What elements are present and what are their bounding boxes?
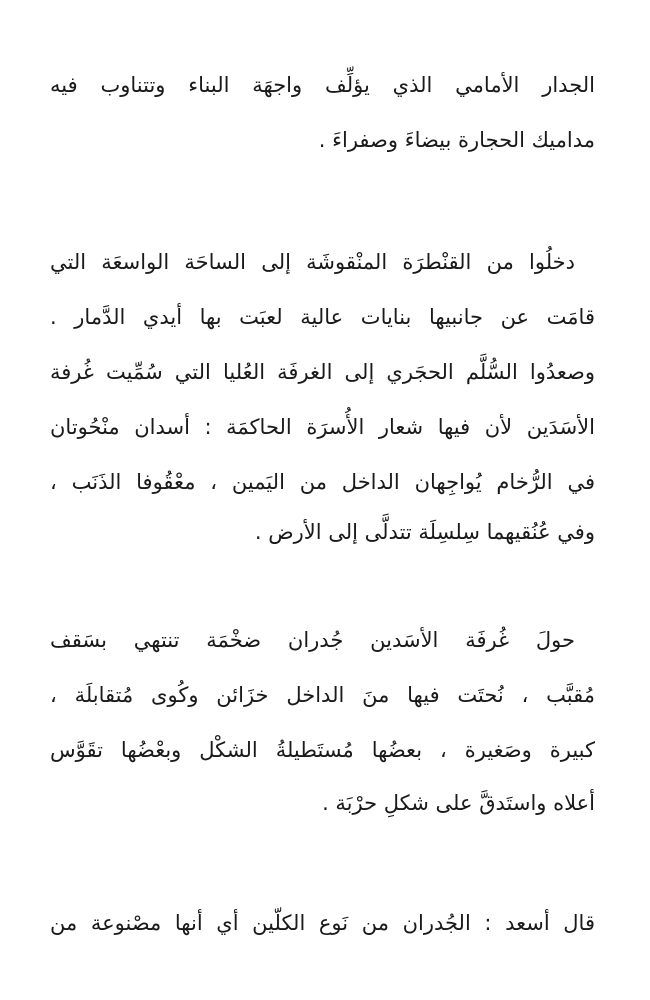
text-line: دخلُوا من القنْطرَة المنْقوشَة إلى الساحَة الواسعَة التي (50, 250, 575, 274)
text-line: وصعدُوا السُّلَّم الحجَري إلى الغرفَة العُليا التي سُمِّيت غُرفة (50, 360, 595, 384)
text-line: في الرُّخام يُواجِهان الداخل من اليَمين ، معْقُوفا الذَنَب ، (50, 470, 595, 494)
text-line: حولَ غُرفَة الأسَدين جُدران ضخْمَة تنتهي بسَقف (50, 628, 575, 652)
text-line: الأسَدَين لأن فيها شعار الأُسرَة الحاكمَة : أسدان منْحُوتان (50, 415, 595, 439)
text-line: وفي عُنُقيهما سِلسِلَة تتدلَّى إلى الأرض . (254, 520, 595, 544)
text-line: قال أسعد : الجُدران من نَوع الكلّين أي أنها مصْنوعة من (50, 911, 595, 935)
text-line: مداميك الحجارة بيضاءَ وصفراءَ . (318, 128, 595, 152)
text-line: مُقبَّب ، نُحتَت فيها منَ الداخل خزَائن وكُوى مُتقابلَة ، (50, 683, 595, 707)
text-line: قامَت عن جانبيها بنايات عالية لعبَت بها أيدي الدَّمار . (50, 305, 595, 329)
text-line: أعلاه واستَدقَّ على شكلِ حرْبَة . (322, 791, 595, 815)
text-line: كبيرة وصَغيرة ، بعضُها مُستَطيلةُ الشكْل وبعْضُها تقَوَّس (50, 738, 595, 762)
text-line: الجدار الأمامي الذي يؤلِّف واجهَة البناء وتتناوب فيه (50, 73, 595, 97)
